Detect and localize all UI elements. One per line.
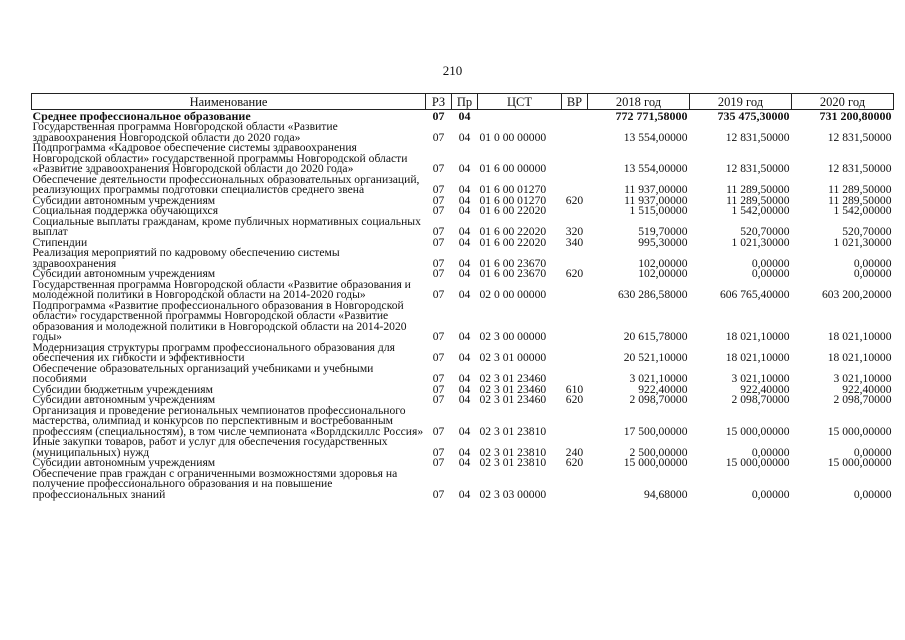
row-name: Обеспечение деятельности профессиональных образовательных организаций, реализующих программы подготовки специалистов среднего звена bbox=[32, 172, 420, 196]
row-rz: 07 bbox=[432, 204, 445, 217]
row-pr: 04 bbox=[458, 193, 471, 207]
row-2018: 519,70000 bbox=[638, 225, 688, 238]
table-row bbox=[32, 280, 894, 301]
row-2018: 2 098,70000 bbox=[629, 393, 688, 406]
row-cst: 02 0 00 00000 bbox=[479, 288, 547, 301]
row-rz: 07 bbox=[432, 256, 445, 270]
row-2020: 11 289,50000 bbox=[828, 193, 892, 207]
row-pr: 04 bbox=[458, 456, 471, 469]
row-name: Обеспечение образовательных организаций учебниками и учебными пособиями bbox=[32, 361, 374, 385]
row-2020: 520,70000 bbox=[842, 225, 892, 238]
table-row bbox=[32, 301, 894, 343]
col-header-name: Наименование bbox=[32, 94, 426, 110]
row-rz: 07 bbox=[432, 330, 445, 343]
row-vr: 620 bbox=[565, 193, 584, 207]
row-cst: 02 3 01 23460 bbox=[479, 382, 547, 396]
col-header-pr: Пр bbox=[452, 94, 478, 110]
row-cst: 01 6 00 00000 bbox=[479, 162, 547, 175]
row-name: Субсидии автономным учреждениям bbox=[32, 456, 216, 469]
row-vr bbox=[562, 143, 588, 175]
row-2018: 102,00000 bbox=[638, 267, 688, 280]
row-rz: 07 bbox=[432, 235, 445, 249]
row-2020: 731 200,80000 bbox=[819, 109, 892, 123]
row-pr: 04 bbox=[458, 235, 471, 249]
row-cst: 02 3 01 23460 bbox=[479, 372, 547, 385]
row-pr: 04 bbox=[458, 256, 471, 270]
row-2018: 102,00000 bbox=[638, 256, 688, 270]
row-2019: 12 831,50000 bbox=[725, 130, 790, 144]
row-rz: 07 bbox=[432, 351, 445, 364]
row-2018: 15 000,00000 bbox=[623, 456, 688, 469]
row-name: Подпрограмма «Кадровое обеспечение системы здравоохранения Новгородской области» государственной программы Новгородской области «Развитие здравоохранения Новгородской области до 2020 года» bbox=[32, 141, 408, 175]
row-2020: 18 021,10000 bbox=[827, 330, 892, 343]
row-rz: 07 bbox=[432, 487, 445, 501]
row-2018: 995,30000 bbox=[638, 235, 688, 249]
row-cst bbox=[478, 110, 562, 123]
row-rz: 07 bbox=[432, 267, 445, 280]
row-2020: 15 000,00000 bbox=[827, 424, 892, 438]
row-2020: 2 098,70000 bbox=[833, 393, 892, 406]
table-row bbox=[32, 469, 894, 501]
table-row bbox=[32, 248, 894, 269]
row-vr: 240 bbox=[565, 445, 584, 459]
row-2020: 0,00000 bbox=[853, 267, 892, 280]
row-cst: 01 6 00 23670 bbox=[479, 267, 547, 280]
row-rz: 07 bbox=[432, 109, 445, 123]
row-pr: 04 bbox=[458, 372, 471, 385]
row-2018: 630 286,58000 bbox=[617, 288, 688, 301]
row-name: Государственная программа Новгородской области «Развитие образования и молодежной политики в Новгородской области на 2014-2020 годы» bbox=[32, 277, 411, 301]
col-header-2018: 2018 год bbox=[588, 94, 690, 110]
row-2018: 922,40000 bbox=[638, 382, 688, 396]
row-rz: 07 bbox=[432, 162, 445, 175]
row-2018: 772 771,58000 bbox=[615, 109, 688, 123]
row-2020: 0,00000 bbox=[853, 445, 892, 459]
row-2019: 0,00000 bbox=[751, 487, 790, 501]
row-rz: 07 bbox=[432, 130, 445, 144]
row-vr: 610 bbox=[565, 382, 584, 396]
row-2020: 922,40000 bbox=[842, 382, 892, 396]
row-cst: 01 6 00 01270 bbox=[479, 193, 547, 207]
row-cst: 02 3 01 23460 bbox=[479, 393, 547, 406]
row-vr bbox=[562, 248, 588, 269]
row-vr bbox=[562, 406, 588, 438]
row-2019: 18 021,10000 bbox=[725, 351, 790, 364]
row-2020: 1 542,00000 bbox=[833, 204, 892, 217]
row-cst: 02 3 00 00000 bbox=[479, 330, 547, 343]
row-vr bbox=[562, 343, 588, 364]
row-2018: 2 500,00000 bbox=[629, 445, 688, 459]
row-name: Субсидии автономным учреждениям bbox=[32, 267, 216, 280]
budget-table bbox=[31, 93, 894, 500]
row-2019: 18 021,10000 bbox=[725, 330, 790, 343]
row-cst: 01 0 00 00000 bbox=[479, 130, 547, 144]
row-2020: 3 021,10000 bbox=[833, 372, 892, 385]
table-body bbox=[32, 110, 894, 501]
row-rz: 07 bbox=[432, 424, 445, 438]
row-2019: 0,00000 bbox=[751, 267, 790, 280]
row-2020: 15 000,00000 bbox=[827, 456, 892, 469]
row-pr: 04 bbox=[458, 162, 471, 175]
row-2019: 735 475,30000 bbox=[717, 109, 790, 123]
col-header-2019: 2019 год bbox=[690, 94, 792, 110]
row-name: Подпрограмма «Развитие профессионального образования в Новгородской области» государственной программы Новгородской области «Развитие образования и молодежной политики в Новгородской области на 2014-2020 годы» bbox=[32, 298, 407, 343]
row-vr: 620 bbox=[565, 267, 584, 280]
row-2019: 15 000,00000 bbox=[725, 456, 790, 469]
row-cst: 02 3 03 00000 bbox=[479, 487, 547, 501]
row-2018: 3 021,10000 bbox=[629, 372, 688, 385]
row-rz: 07 bbox=[432, 183, 445, 196]
row-2019: 1 542,00000 bbox=[731, 204, 790, 217]
row-pr: 04 bbox=[458, 393, 471, 406]
row-2019: 0,00000 bbox=[751, 256, 790, 270]
table-row bbox=[32, 217, 894, 238]
row-pr: 04 bbox=[458, 330, 471, 343]
row-cst: 01 6 00 22020 bbox=[479, 225, 547, 238]
row-cst: 01 6 00 01270 bbox=[479, 183, 547, 196]
row-2020: 12 831,50000 bbox=[827, 130, 892, 144]
row-vr bbox=[562, 469, 588, 501]
row-vr: 340 bbox=[565, 235, 584, 249]
row-2020: 0,00000 bbox=[853, 487, 892, 501]
row-pr: 04 bbox=[458, 382, 471, 396]
row-pr: 04 bbox=[458, 424, 471, 438]
row-name: Социальная поддержка обучающихся bbox=[32, 204, 219, 217]
row-2019: 0,00000 bbox=[751, 445, 790, 459]
row-2019: 11 289,50000 bbox=[726, 183, 790, 196]
row-2020: 0,00000 bbox=[853, 256, 892, 270]
row-2019: 1 021,30000 bbox=[731, 235, 790, 249]
table-row bbox=[32, 437, 894, 458]
row-pr: 04 bbox=[458, 109, 471, 123]
row-2018: 11 937,00000 bbox=[624, 193, 688, 207]
row-name: Модернизация структуры программ профессионального образования для обеспечения их гибкости и эффективности bbox=[32, 340, 395, 364]
row-rz: 07 bbox=[432, 372, 445, 385]
row-cst: 02 3 01 23810 bbox=[479, 424, 547, 438]
row-2020: 1 021,30000 bbox=[833, 235, 892, 249]
table-header-row bbox=[32, 94, 894, 110]
row-vr: 620 bbox=[565, 456, 584, 469]
row-2018: 94,68000 bbox=[644, 487, 688, 501]
row-2019: 12 831,50000 bbox=[725, 162, 790, 175]
row-name: Реализация мероприятий по кадровому обеспечению системы здравоохранения bbox=[32, 246, 340, 270]
row-2018: 20 521,10000 bbox=[623, 351, 688, 364]
row-vr bbox=[562, 206, 588, 217]
row-2020: 11 289,50000 bbox=[828, 183, 892, 196]
row-name: Субсидии автономным учреждениям bbox=[32, 193, 216, 207]
row-name: Субсидии бюджетным учреждениям bbox=[32, 382, 213, 396]
row-rz: 07 bbox=[432, 445, 445, 459]
row-rz: 07 bbox=[432, 193, 445, 207]
row-vr bbox=[562, 175, 588, 196]
row-rz: 07 bbox=[432, 382, 445, 396]
row-2019: 520,70000 bbox=[740, 225, 790, 238]
row-vr: 620 bbox=[565, 393, 584, 406]
row-name: Субсидии автономным учреждениям bbox=[32, 393, 216, 406]
row-name: Социальные выплаты гражданам, кроме публичных нормативных социальных выплат bbox=[32, 214, 421, 238]
row-pr: 04 bbox=[458, 267, 471, 280]
row-2019: 3 021,10000 bbox=[731, 372, 790, 385]
table-row bbox=[32, 364, 894, 385]
row-2018: 13 554,00000 bbox=[623, 130, 688, 144]
row-2019: 15 000,00000 bbox=[725, 424, 790, 438]
row-cst: 01 6 00 23670 bbox=[479, 256, 547, 270]
col-header-vr: ВР bbox=[562, 94, 588, 110]
row-vr: 320 bbox=[565, 225, 584, 238]
row-vr bbox=[562, 364, 588, 385]
row-vr bbox=[562, 122, 588, 143]
table-row bbox=[32, 343, 894, 364]
row-pr: 04 bbox=[458, 288, 471, 301]
row-cst: 02 3 01 00000 bbox=[479, 351, 547, 364]
page-number: 210 bbox=[442, 63, 463, 78]
col-header-2020: 2020 год bbox=[792, 94, 894, 110]
row-pr: 04 bbox=[458, 445, 471, 459]
row-2018: 11 937,00000 bbox=[624, 183, 688, 196]
row-name: Среднее профессиональное образование bbox=[32, 109, 251, 123]
col-header-rz: РЗ bbox=[426, 94, 452, 110]
row-vr bbox=[562, 301, 588, 343]
table-row bbox=[32, 143, 894, 175]
row-2018: 17 500,00000 bbox=[623, 424, 688, 438]
row-2019: 606 765,40000 bbox=[719, 288, 790, 301]
row-rz: 07 bbox=[432, 393, 445, 406]
row-cst: 01 6 00 22020 bbox=[479, 235, 547, 249]
row-pr: 04 bbox=[458, 351, 471, 364]
row-name: Стипендии bbox=[32, 235, 88, 249]
row-rz: 07 bbox=[432, 225, 445, 238]
col-header-cst: ЦСТ bbox=[478, 94, 562, 110]
row-name: Государственная программа Новгородской области «Развитие здравоохранения Новгородской области до 2020 года» bbox=[32, 120, 338, 144]
row-cst: 02 3 01 23810 bbox=[479, 445, 547, 459]
row-rz: 07 bbox=[432, 456, 445, 469]
row-pr: 04 bbox=[458, 225, 471, 238]
row-2019: 2 098,70000 bbox=[731, 393, 790, 406]
table-row bbox=[32, 122, 894, 143]
row-pr: 04 bbox=[458, 183, 471, 196]
row-name: Организация и проведение региональных чемпионатов профессионального мастерства, олимпиад и конкурсов по перспективным и востребованным профессиям (специальностям), в том числе чемпионата «Ворлдскиллс Россия» bbox=[32, 403, 424, 438]
row-pr: 04 bbox=[458, 487, 471, 501]
row-2018: 1 515,00000 bbox=[629, 204, 688, 217]
row-2018: 20 615,78000 bbox=[623, 330, 688, 343]
row-2019: 11 289,50000 bbox=[726, 193, 790, 207]
row-cst: 02 3 01 23810 bbox=[479, 456, 547, 469]
row-2020: 18 021,10000 bbox=[827, 351, 892, 364]
row-pr: 04 bbox=[458, 130, 471, 144]
row-vr bbox=[562, 110, 588, 123]
row-pr: 04 bbox=[458, 204, 471, 217]
row-name: Иные закупки товаров, работ и услуг для обеспечения государственных (муниципальных) нужд bbox=[32, 435, 388, 459]
row-2020: 603 200,20000 bbox=[821, 288, 892, 301]
row-rz: 07 bbox=[432, 288, 445, 301]
row-name: Обеспечение прав граждан с ограниченными возможностями здоровья на получение профессионального образования и на повышение профессиональных знаний bbox=[32, 466, 398, 501]
row-2019: 922,40000 bbox=[740, 382, 790, 396]
row-2018: 13 554,00000 bbox=[623, 162, 688, 175]
row-cst: 01 6 00 22020 bbox=[479, 204, 547, 217]
row-vr bbox=[562, 280, 588, 301]
table-row bbox=[32, 406, 894, 438]
table-row bbox=[32, 175, 894, 196]
row-2020: 12 831,50000 bbox=[827, 162, 892, 175]
